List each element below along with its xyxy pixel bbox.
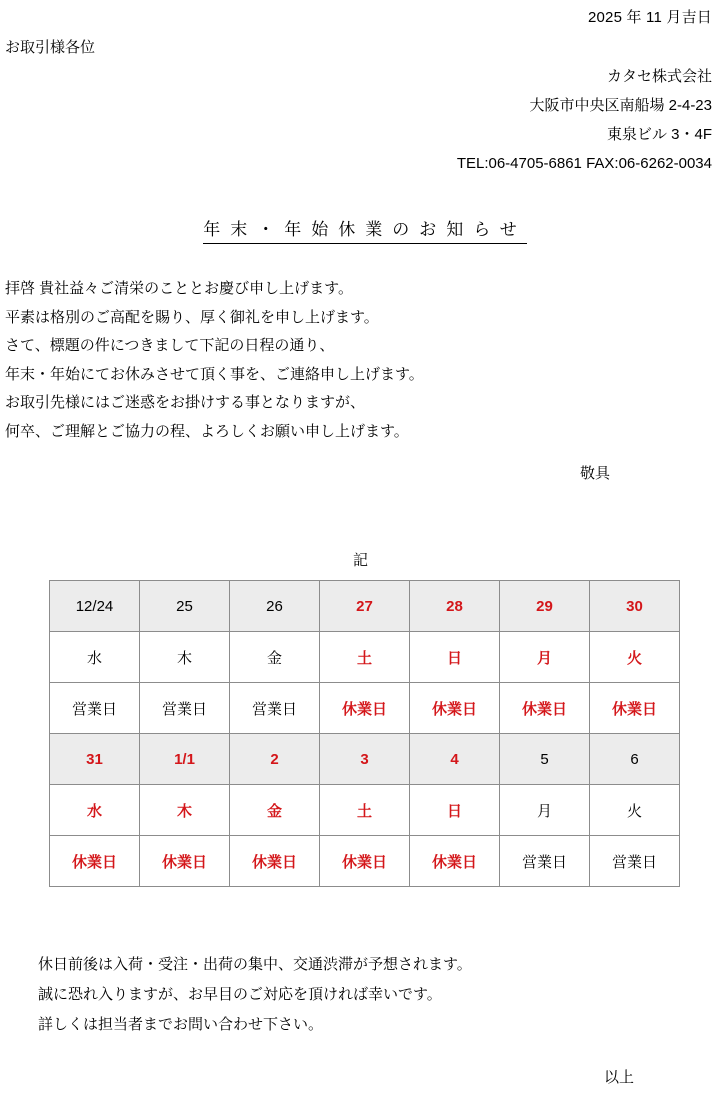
sender-block bbox=[457, 62, 712, 178]
table-cell-status: 休業日 bbox=[230, 836, 320, 887]
table-cell-status: 休業日 bbox=[50, 836, 140, 887]
table-cell-weekday: 日 bbox=[410, 632, 500, 683]
table-cell-date: 28 bbox=[410, 581, 500, 632]
table-cell-status: 休業日 bbox=[140, 836, 230, 887]
table-cell-status: 休業日 bbox=[590, 683, 680, 734]
table-cell-weekday: 木 bbox=[140, 785, 230, 836]
table-row-status-block2 bbox=[50, 836, 680, 887]
body-line: 拝啓 貴社益々ご清栄のこととお慶び申し上げます。 bbox=[5, 280, 353, 297]
table-cell-date: 27 bbox=[320, 581, 410, 632]
footer-note-line: 詳しくは担当者までお問い合わせ下さい。 bbox=[38, 1016, 324, 1033]
sender-address-line2: 東泉ビル 3・4F bbox=[606, 126, 712, 143]
table-cell-date: 30 bbox=[590, 581, 680, 632]
table-row-status-block1 bbox=[50, 683, 680, 734]
table-cell-date: 6 bbox=[590, 734, 680, 785]
body-line: 何卒、ご理解とご協力の程、よろしくお願い申し上げます。 bbox=[5, 422, 409, 440]
body-paragraphs bbox=[5, 275, 424, 446]
footer-note-line: 誠に恐れ入りますが、お早目のご対応を頂ければ幸いです。 bbox=[38, 986, 442, 1003]
table-row-dates-block1 bbox=[50, 581, 680, 632]
schedule-marker-text: 記 bbox=[352, 552, 368, 569]
sender-address-line1: 大阪市中央区南船場 2-4-23 bbox=[529, 97, 712, 114]
table-cell-weekday: 火 bbox=[590, 785, 680, 836]
table-cell-date: 26 bbox=[230, 581, 320, 632]
table-cell-status: 休業日 bbox=[410, 836, 500, 887]
body-line: 年末・年始にてお休みさせて頂く事を、ご連絡申し上げます。 bbox=[5, 365, 424, 383]
document-closing-text: 以上 bbox=[603, 1069, 634, 1086]
table-cell-status: 営業日 bbox=[500, 836, 590, 887]
table-cell-weekday: 金 bbox=[230, 632, 320, 683]
schedule-marker bbox=[0, 549, 720, 570]
table-cell-date: 12/24 bbox=[50, 581, 140, 632]
table-cell-date: 1/1 bbox=[140, 734, 230, 785]
table-cell-status: 休業日 bbox=[410, 683, 500, 734]
table-cell-status: 休業日 bbox=[320, 683, 410, 734]
table-cell-weekday: 土 bbox=[320, 632, 410, 683]
table-row-dates-block2 bbox=[50, 734, 680, 785]
table-cell-status: 休業日 bbox=[320, 836, 410, 887]
table-cell-weekday: 土 bbox=[320, 785, 410, 836]
body-line: お取引先様にはご迷惑をお掛けする事となりますが、 bbox=[5, 394, 366, 411]
table-cell-status: 営業日 bbox=[140, 683, 230, 734]
footer-note-line: 休日前後は入荷・受注・出荷の集中、交通渋滞が予想されます。 bbox=[38, 956, 472, 973]
table-cell-status: 休業日 bbox=[500, 683, 590, 734]
document-date: 2025 年 11 月吉日 bbox=[587, 9, 712, 26]
closing-salutation bbox=[0, 462, 720, 483]
table-cell-weekday: 日 bbox=[410, 785, 500, 836]
table-cell-date: 25 bbox=[140, 581, 230, 632]
table-row-weekdays-block2 bbox=[50, 785, 680, 836]
document-closing bbox=[0, 1066, 720, 1087]
table-cell-date: 29 bbox=[500, 581, 590, 632]
table-cell-weekday: 木 bbox=[140, 632, 230, 683]
table-cell-weekday: 水 bbox=[50, 632, 140, 683]
table-row-weekdays-block1 bbox=[50, 632, 680, 683]
table-cell-date: 5 bbox=[500, 734, 590, 785]
table-cell-status: 営業日 bbox=[590, 836, 680, 887]
addressee-line: お取引様各位 bbox=[5, 39, 96, 56]
table-cell-weekday: 月 bbox=[500, 632, 590, 683]
table-cell-weekday: 火 bbox=[590, 632, 680, 683]
table-cell-weekday: 金 bbox=[230, 785, 320, 836]
sender-company: カタセ株式会社 bbox=[606, 68, 712, 85]
sender-contact: TEL:06-4705-6861 FAX:06-6262-0034 bbox=[456, 155, 712, 172]
page-title-text: 年末・年始休業のお知らせ bbox=[203, 220, 527, 244]
table-cell-date: 31 bbox=[50, 734, 140, 785]
footer-notes bbox=[38, 950, 472, 1040]
table-cell-weekday: 水 bbox=[50, 785, 140, 836]
body-line: さて、標題の件につきまして下記の日程の通り、 bbox=[5, 337, 335, 354]
closing-salutation-text: 敬具 bbox=[579, 465, 610, 482]
body-line: 平素は格別のご高配を賜り、厚く御礼を申し上げます。 bbox=[5, 308, 379, 326]
holiday-schedule-table bbox=[49, 580, 680, 887]
table-cell-date: 2 bbox=[230, 734, 320, 785]
table-cell-weekday: 月 bbox=[500, 785, 590, 836]
table-cell-status: 営業日 bbox=[50, 683, 140, 734]
table-cell-date: 3 bbox=[320, 734, 410, 785]
table-cell-date: 4 bbox=[410, 734, 500, 785]
page-title bbox=[0, 215, 720, 240]
table-cell-status: 営業日 bbox=[230, 683, 320, 734]
